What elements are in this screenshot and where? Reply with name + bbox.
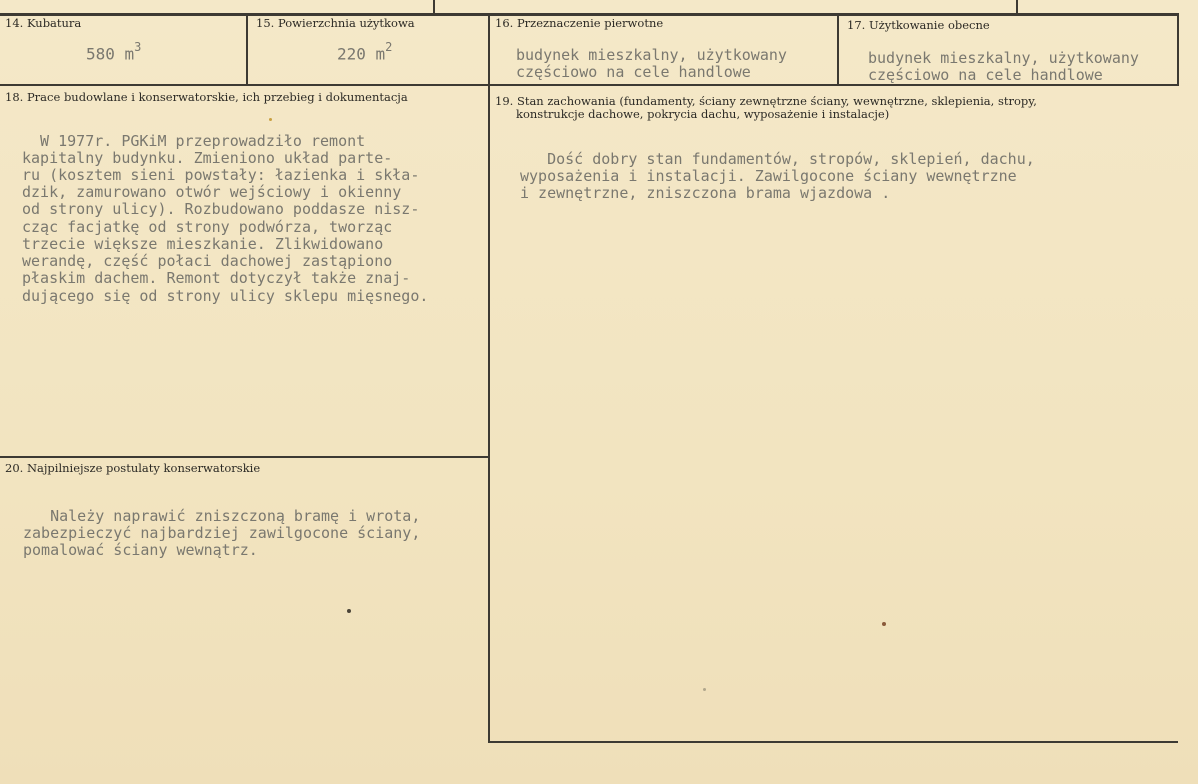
- right-border: [1177, 13, 1179, 86]
- kubatura-number: 580 m: [86, 44, 135, 64]
- stan-label-line-1: 19. Stan zachowania (fundamenty, ściany zewnętrzne ściany, wewnętrzne, sklepienia, stropy,: [495, 94, 1037, 108]
- stan-line-1: Dość dobry stan fundamentów, stropów, sklepień, dachu,: [520, 150, 1035, 168]
- paper-speck: [269, 118, 272, 121]
- prace-label: 18. Prace budowlane i konserwatorskie, ich przebieg i dokumentacja: [5, 90, 408, 104]
- prace-line-8: werandę, część połaci dachowej zastąpiono: [22, 252, 393, 270]
- top-stub-2: [1016, 0, 1018, 14]
- postulaty-line-2: zabezpieczyć najbardziej zawilgocone ściany,: [23, 524, 421, 542]
- kubatura-label: 14. Kubatura: [5, 16, 82, 30]
- kubatura-value: [86, 42, 141, 63]
- prace-line-1: W 1977r. PGKiM przeprowadziło remont: [22, 132, 366, 150]
- prace-line-5: od strony ulicy). Rozbudowano poddasze nisz-: [22, 200, 420, 218]
- postulaty-line-1: Należy naprawić zniszczoną bramę i wrota,: [23, 507, 421, 525]
- divider-15-16: [488, 13, 490, 743]
- uzytkowanie-line-1: budynek mieszkalny, użytkowany: [868, 49, 1139, 67]
- prace-line-2: kapitalny budynku. Zmieniono układ parte-: [22, 149, 393, 167]
- stan-line-2: wyposażenia i instalacji. Zawilgocone ściany wewnętrzne: [520, 167, 1017, 185]
- prace-line-7: trzecie większe mieszkanie. Zlikwidowano: [22, 235, 384, 253]
- stan-line-3: i zewnętrzne, zniszczona brama wjazdowa .: [520, 184, 891, 202]
- divider-16-17: [837, 13, 839, 86]
- kubatura-exponent: 3: [134, 40, 142, 54]
- prace-line-9: płaskim dachem. Remont dotyczył także znaj-: [22, 269, 411, 287]
- postulaty-label: 20. Najpilniejsze postulaty konserwatorskie: [5, 461, 261, 475]
- top-stub-1: [433, 0, 435, 14]
- powierzchnia-value: [337, 42, 392, 63]
- postulaty-line-3: pomalować ściany wewnątrz.: [23, 541, 258, 559]
- paper-speck: [703, 688, 706, 691]
- powierzchnia-exponent: 2: [385, 40, 393, 54]
- row1-bottom-rule: [0, 84, 1178, 86]
- powierzchnia-label: 15. Powierzchnia użytkowa: [256, 16, 415, 30]
- przeznaczenie-line-1: budynek mieszkalny, użytkowany: [516, 46, 787, 64]
- uzytkowanie-label: 17. Użytkowanie obecne: [847, 18, 990, 32]
- prace-line-3: ru (kosztem sieni powstały: łazienka i skła-: [22, 166, 420, 184]
- przeznaczenie-label: 16. Przeznaczenie pierwotne: [495, 16, 664, 30]
- paper-speck: [882, 622, 886, 626]
- prace-line-6: cząc facjatkę od strony podwórza, tworząc: [22, 218, 393, 236]
- przeznaczenie-line-2: częściowo na cele handlowe: [516, 63, 751, 81]
- bottom-rule: [488, 741, 1178, 743]
- paper-speck: [347, 609, 351, 613]
- divider-14-15: [246, 13, 248, 86]
- powierzchnia-number: 220 m: [337, 44, 386, 64]
- prace-line-10: dującego się od strony ulicy sklepu mięsnego.: [22, 287, 429, 305]
- prace-line-4: dzik, zamurowano otwór wejściowy i okienny: [22, 183, 402, 201]
- uzytkowanie-line-2: częściowo na cele handlowe: [868, 66, 1103, 84]
- field20-top-rule: [0, 456, 488, 458]
- stan-label-line-2: konstrukcje dachowe, pokrycia dachu, wyposażenie i instalacje): [516, 107, 890, 121]
